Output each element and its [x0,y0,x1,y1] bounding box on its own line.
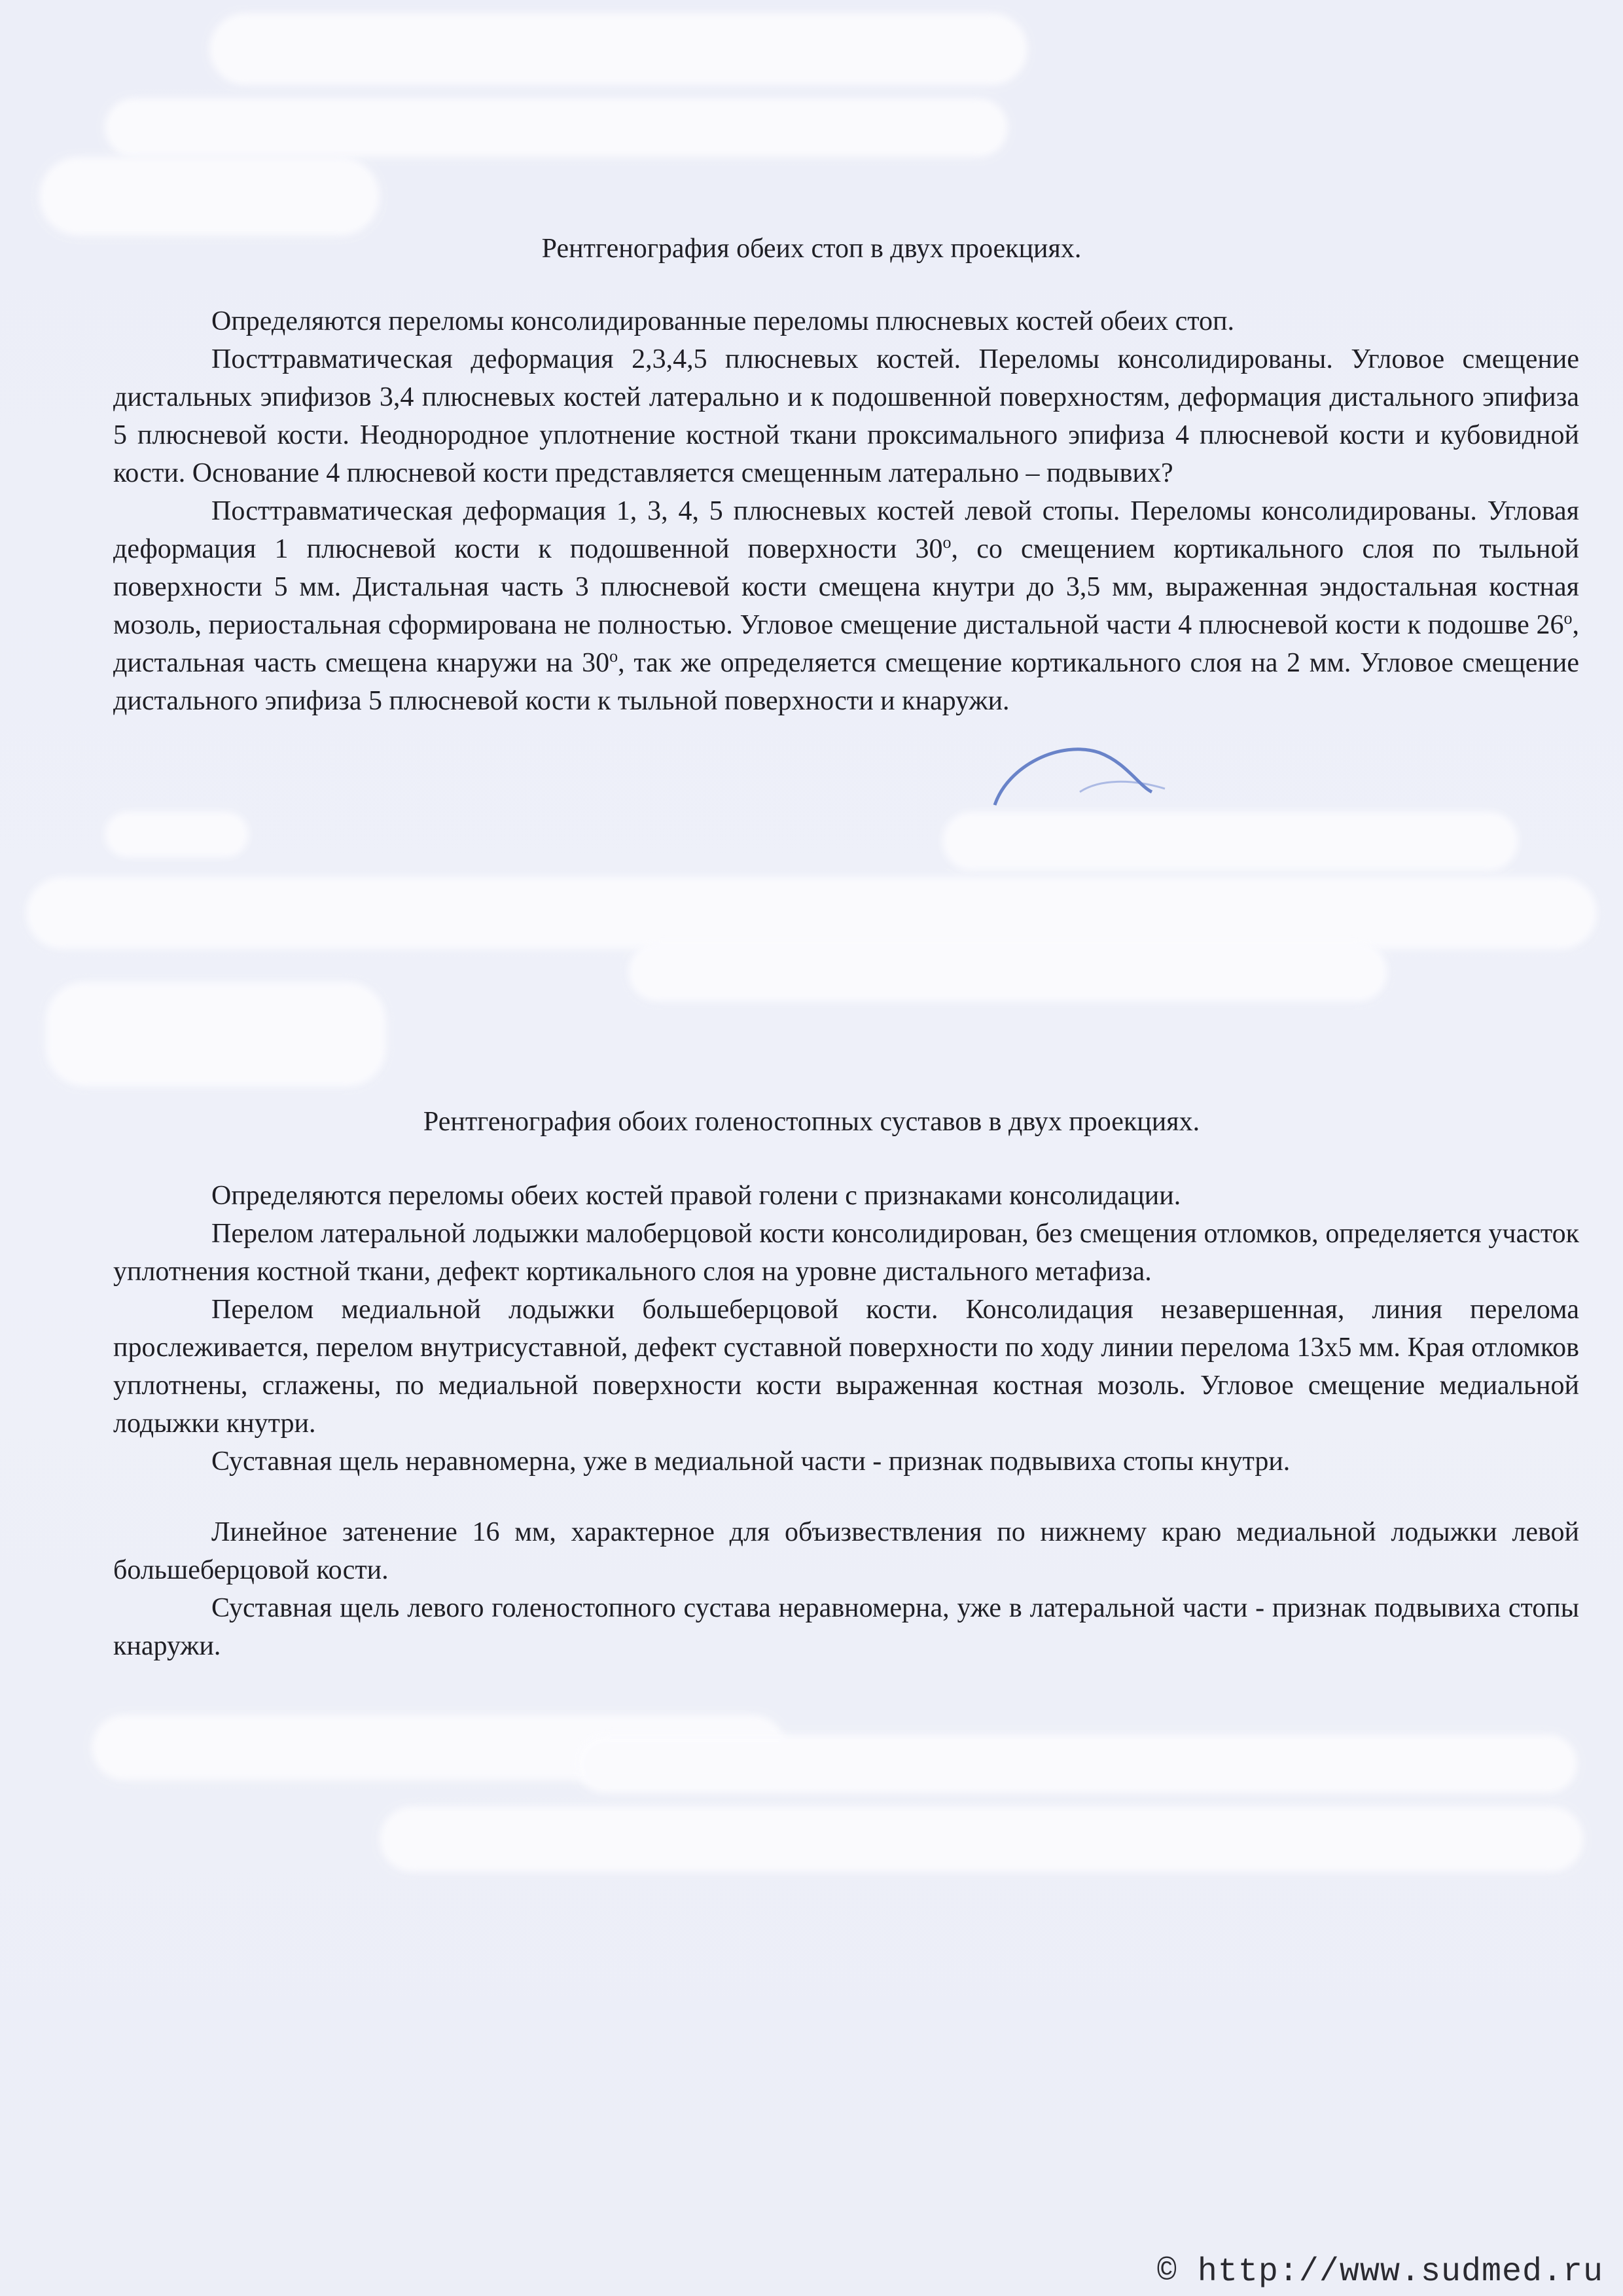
redaction-mid-2 [942,812,1518,870]
text-run: , так же определяется смещение кортикального слоя на 2 мм. Угловое смещение дистального эпифиза 5 плюсневой кости к тыльной поверхности и кнаружи. [113,648,1579,716]
section2-paragraph: Определяются переломы обеих костей правой голени с признаками консолидации. [211,1181,1181,1211]
signature-ink-mark [982,726,1178,818]
section2-paragraph: Перелом медиальной лодыжки большеберцовой кости. Консолидация незавершенная, линия перелома прослеживается, перелом внутрисуставной, дефект суставной поверхности по ходу линии перелома 13х5 мм. Края отломков уплотнены, сглажены, по медиальной поверхности кости выраженная костная мозоль. Угловое смещение медиальной лодыжки кнутри. [113,1295,1579,1439]
text-run: , дистальная часть смещена кнаружи на 30 [113,610,1579,678]
section1-title: Рентгенография обеих стоп в двух проекциях. [541,234,1082,264]
section1-paragraph: Посттравматическая деформация 2,3,4,5 плюсневых костей. Переломы консолидированы. Угловое смещение дистальных эпифизов 3,4 плюсневых костей латерально и к подошвенной поверхностям, деформация дистального эпифиза 5 плюсневой кости. Неоднородное уплотнение костной ткани проксимального эпифиза 4 плюсневой кости и кубовидной кости. Основание 4 плюсневой кости представляется смещенным латерально – подвывих? [113,344,1579,488]
section1-body [113,302,1579,720]
redaction-top-2 [105,98,1008,157]
section1-paragraph: Определяются переломы консолидированные переломы плюсневых костей обеих стоп. [211,306,1235,336]
text-run: Посттравматическая деформация 1, 3, 4, 5 плюсневых костей левой стопы. Переломы консолидированы. Угловая деформация 1 плюсневой кости к подошвенной поверхности 30 [113,496,1579,564]
degree-mark: o [1563,609,1573,628]
section2-body [113,1177,1579,1665]
redaction-mid-3 [26,877,1597,949]
redaction-top-3 [39,157,380,236]
redaction-mid-5 [46,982,386,1086]
degree-mark: o [609,647,618,666]
section2-paragraph: Суставная щель неравномерна, уже в медиальной части - признак подвывиха стопы кнутри. [211,1446,1291,1477]
section2-paragraph: Перелом латеральной лодыжки малоберцовой кости консолидирован, без смещения отломков, определяется участок уплотнения костной ткани, дефект кортикального слоя на уровне дистального метафиза. [113,1219,1579,1287]
section2-title: Рентгенография обоих голеностопных суставов в двух проекциях. [423,1107,1200,1137]
redaction-top-1 [209,13,1027,85]
redaction-bottom-2 [576,1734,1577,1793]
text-run: , со смещением кортикального слоя по тыльной поверхности 5 мм. Дистальная часть 3 плюсневой кости смещена кнутри до 3,5 мм, выраженная эндостальная костная мозоль, периостальная сформирована не полностью. Угловое смещение дистальной части 4 плюсневой кости к подошве 26 [113,534,1579,640]
watermark-url: © http://www.sudmed.ru [1156,2253,1603,2291]
section1-paragraph-angles [113,492,1579,720]
redaction-mid-1 [105,812,249,857]
redaction-bottom-3 [380,1806,1584,1872]
redaction-mid-4 [628,942,1387,1001]
section2-paragraph: Суставная щель левого голеностопного сустава неравномерна, уже в латеральной части - признак подвывиха стопы кнаружи. [113,1593,1579,1661]
degree-mark: o [942,533,952,552]
section2-paragraph: Линейное затенение 16 мм, характерное для объизвествления по нижнему краю медиальной лодыжки левой большеберцовой кости. [113,1517,1579,1585]
